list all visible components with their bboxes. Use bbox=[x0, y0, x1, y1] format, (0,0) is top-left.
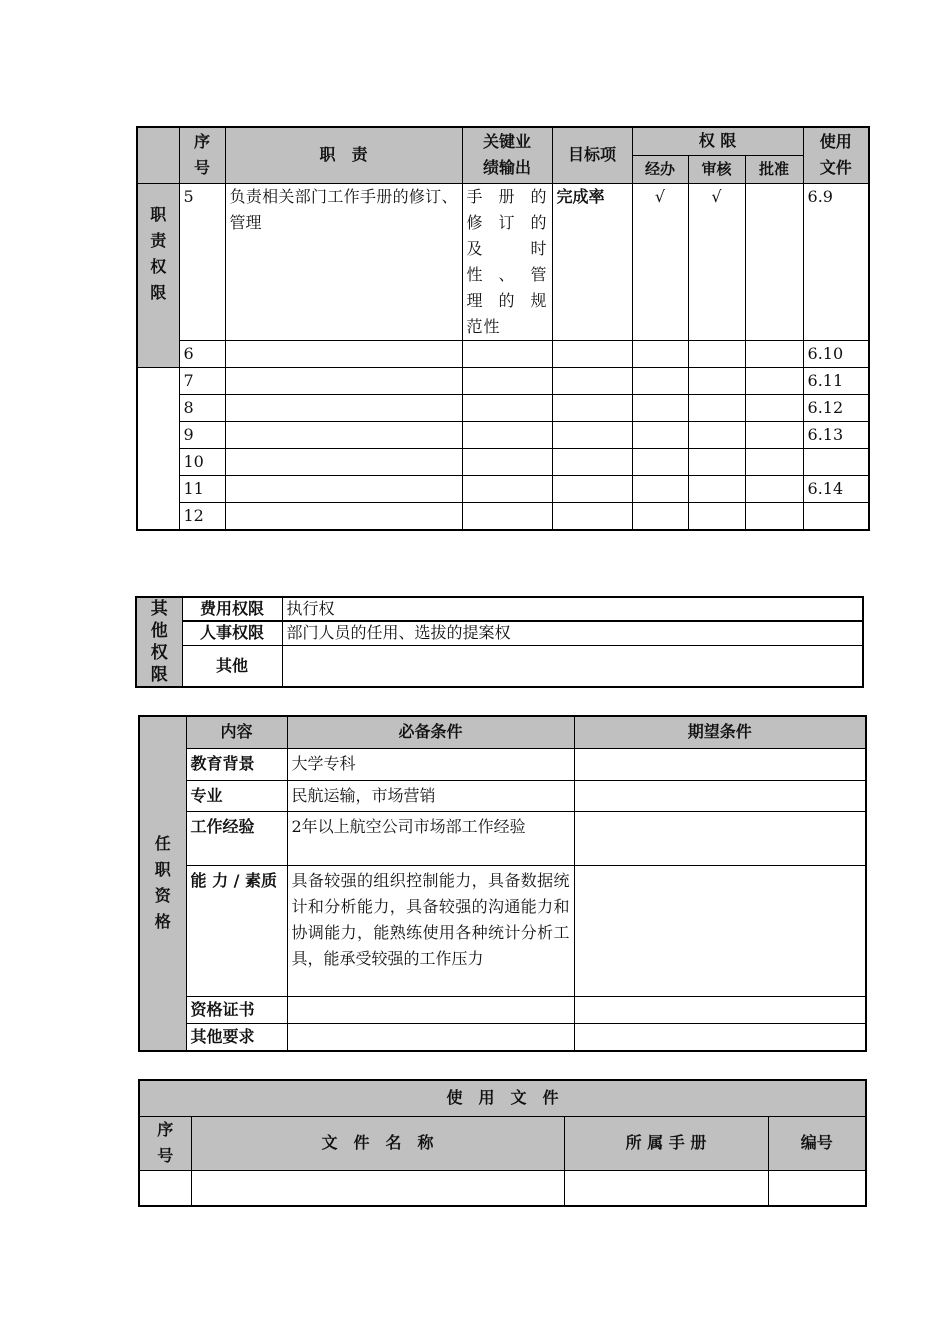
row-handle: √ bbox=[632, 183, 688, 340]
row-duty bbox=[225, 502, 462, 530]
row-seq: 9 bbox=[179, 421, 225, 448]
qual-required bbox=[287, 996, 574, 1023]
header-doc-seq: 序 号 bbox=[139, 1116, 191, 1170]
row-target bbox=[552, 475, 632, 502]
header-review: 审核 bbox=[688, 155, 745, 183]
header-doc-manual: 所 属 手 册 bbox=[564, 1116, 768, 1170]
row-handle bbox=[632, 394, 688, 421]
row-seq: 11 bbox=[179, 475, 225, 502]
row-kpi bbox=[462, 475, 552, 502]
qualifications-side-label: 任 职 资 格 bbox=[139, 716, 186, 1051]
row-duty: 负责相关部门工作手册的修订、管理 bbox=[225, 183, 462, 340]
row-duty bbox=[225, 421, 462, 448]
header-doc-code: 编号 bbox=[768, 1116, 866, 1170]
row-target bbox=[552, 367, 632, 394]
row-doc: 6.13 bbox=[803, 421, 869, 448]
header-approve: 批准 bbox=[745, 155, 803, 183]
qual-expected bbox=[574, 811, 866, 865]
row-seq: 12 bbox=[179, 502, 225, 530]
documents-table bbox=[138, 1079, 867, 1207]
other-label: 人事权限 bbox=[182, 621, 282, 645]
row-target bbox=[552, 448, 632, 475]
qual-expected bbox=[574, 748, 866, 780]
row-seq: 6 bbox=[179, 340, 225, 367]
qualifications-table bbox=[138, 715, 867, 1052]
duty-authority-table bbox=[136, 126, 870, 531]
row-review bbox=[688, 394, 745, 421]
corner-cell bbox=[137, 127, 179, 183]
row-kpi bbox=[462, 502, 552, 530]
header-duty: 职 责 bbox=[225, 127, 462, 183]
row-seq: 5 bbox=[179, 183, 225, 340]
row-handle bbox=[632, 448, 688, 475]
row-kpi bbox=[462, 367, 552, 394]
row-approve bbox=[745, 367, 803, 394]
row-doc: 6.10 bbox=[803, 340, 869, 367]
qual-required: 大学专科 bbox=[287, 748, 574, 780]
header-authority: 权 限 bbox=[632, 127, 803, 155]
qual-label: 资格证书 bbox=[186, 996, 287, 1023]
row-duty bbox=[225, 394, 462, 421]
row-review bbox=[688, 367, 745, 394]
row-approve bbox=[745, 394, 803, 421]
header-expected: 期望条件 bbox=[574, 716, 866, 748]
other-value: 执行权 bbox=[282, 597, 863, 621]
qual-label: 其他要求 bbox=[186, 1023, 287, 1051]
row-handle bbox=[632, 421, 688, 448]
row-handle bbox=[632, 502, 688, 530]
doc-seq bbox=[139, 1170, 191, 1206]
qual-expected bbox=[574, 996, 866, 1023]
qual-expected bbox=[574, 865, 866, 996]
row-kpi: 手 册 的 修 订 的 及 时 性 、 管 理 的 规 范性 bbox=[462, 183, 552, 340]
row-approve bbox=[745, 502, 803, 530]
row-doc: 6.12 bbox=[803, 394, 869, 421]
qual-expected bbox=[574, 1023, 866, 1051]
row-approve bbox=[745, 183, 803, 340]
doc-manual bbox=[564, 1170, 768, 1206]
row-review bbox=[688, 448, 745, 475]
row-seq: 10 bbox=[179, 448, 225, 475]
header-doc: 使用 文件 bbox=[803, 127, 869, 183]
qual-label: 工作经验 bbox=[186, 811, 287, 865]
header-doc-name: 文 件 名 称 bbox=[191, 1116, 564, 1170]
row-handle bbox=[632, 340, 688, 367]
header-handle: 经办 bbox=[632, 155, 688, 183]
row-doc: 6.14 bbox=[803, 475, 869, 502]
row-target: 完成率 bbox=[552, 183, 632, 340]
row-review bbox=[688, 421, 745, 448]
row-handle bbox=[632, 475, 688, 502]
row-duty bbox=[225, 367, 462, 394]
qual-label: 专业 bbox=[186, 780, 287, 811]
row-doc bbox=[803, 448, 869, 475]
other-label: 费用权限 bbox=[182, 597, 282, 621]
row-seq: 7 bbox=[179, 367, 225, 394]
row-target bbox=[552, 502, 632, 530]
row-duty bbox=[225, 340, 462, 367]
qual-required: 民航运输，市场营销 bbox=[287, 780, 574, 811]
row-review bbox=[688, 502, 745, 530]
row-handle bbox=[632, 367, 688, 394]
doc-name bbox=[191, 1170, 564, 1206]
row-kpi bbox=[462, 421, 552, 448]
row-approve bbox=[745, 340, 803, 367]
doc-code bbox=[768, 1170, 866, 1206]
row-kpi bbox=[462, 394, 552, 421]
header-kpi: 关键业 绩输出 bbox=[462, 127, 552, 183]
row-target bbox=[552, 394, 632, 421]
row-kpi bbox=[462, 340, 552, 367]
duty-side-label: 职 责 权 限 bbox=[137, 183, 179, 367]
qual-required: 2年以上航空公司市场部工作经验 bbox=[287, 811, 574, 865]
row-doc: 6.11 bbox=[803, 367, 869, 394]
row-kpi bbox=[462, 448, 552, 475]
row-duty bbox=[225, 448, 462, 475]
header-content: 内容 bbox=[186, 716, 287, 748]
row-target bbox=[552, 340, 632, 367]
other-authority-table bbox=[135, 596, 864, 688]
qual-label: 教育背景 bbox=[186, 748, 287, 780]
qual-label: 能 力 / 素质 bbox=[186, 865, 287, 996]
header-required: 必备条件 bbox=[287, 716, 574, 748]
row-target bbox=[552, 421, 632, 448]
other-value: 部门人员的任用、选拔的提案权 bbox=[282, 621, 863, 645]
documents-title: 使 用 文 件 bbox=[139, 1080, 866, 1116]
row-duty bbox=[225, 475, 462, 502]
side-empty-cell bbox=[137, 367, 179, 530]
row-seq: 8 bbox=[179, 394, 225, 421]
row-review: √ bbox=[688, 183, 745, 340]
qual-required: 具备较强的组织控制能力，具备数据统计和分析能力，具备较强的沟通能力和协调能力，能熟练使用各种统计分析工具，能承受较强的工作压力 bbox=[287, 865, 574, 996]
row-review bbox=[688, 475, 745, 502]
row-review bbox=[688, 340, 745, 367]
row-approve bbox=[745, 448, 803, 475]
row-doc: 6.9 bbox=[803, 183, 869, 340]
row-doc bbox=[803, 502, 869, 530]
row-approve bbox=[745, 421, 803, 448]
other-label: 其他 bbox=[182, 645, 282, 687]
other-side-label: 其 他 权 限 bbox=[136, 597, 182, 687]
header-target: 目标项 bbox=[552, 127, 632, 183]
other-value bbox=[282, 645, 863, 687]
header-seq: 序 号 bbox=[179, 127, 225, 183]
qual-required bbox=[287, 1023, 574, 1051]
qual-expected bbox=[574, 780, 866, 811]
row-approve bbox=[745, 475, 803, 502]
